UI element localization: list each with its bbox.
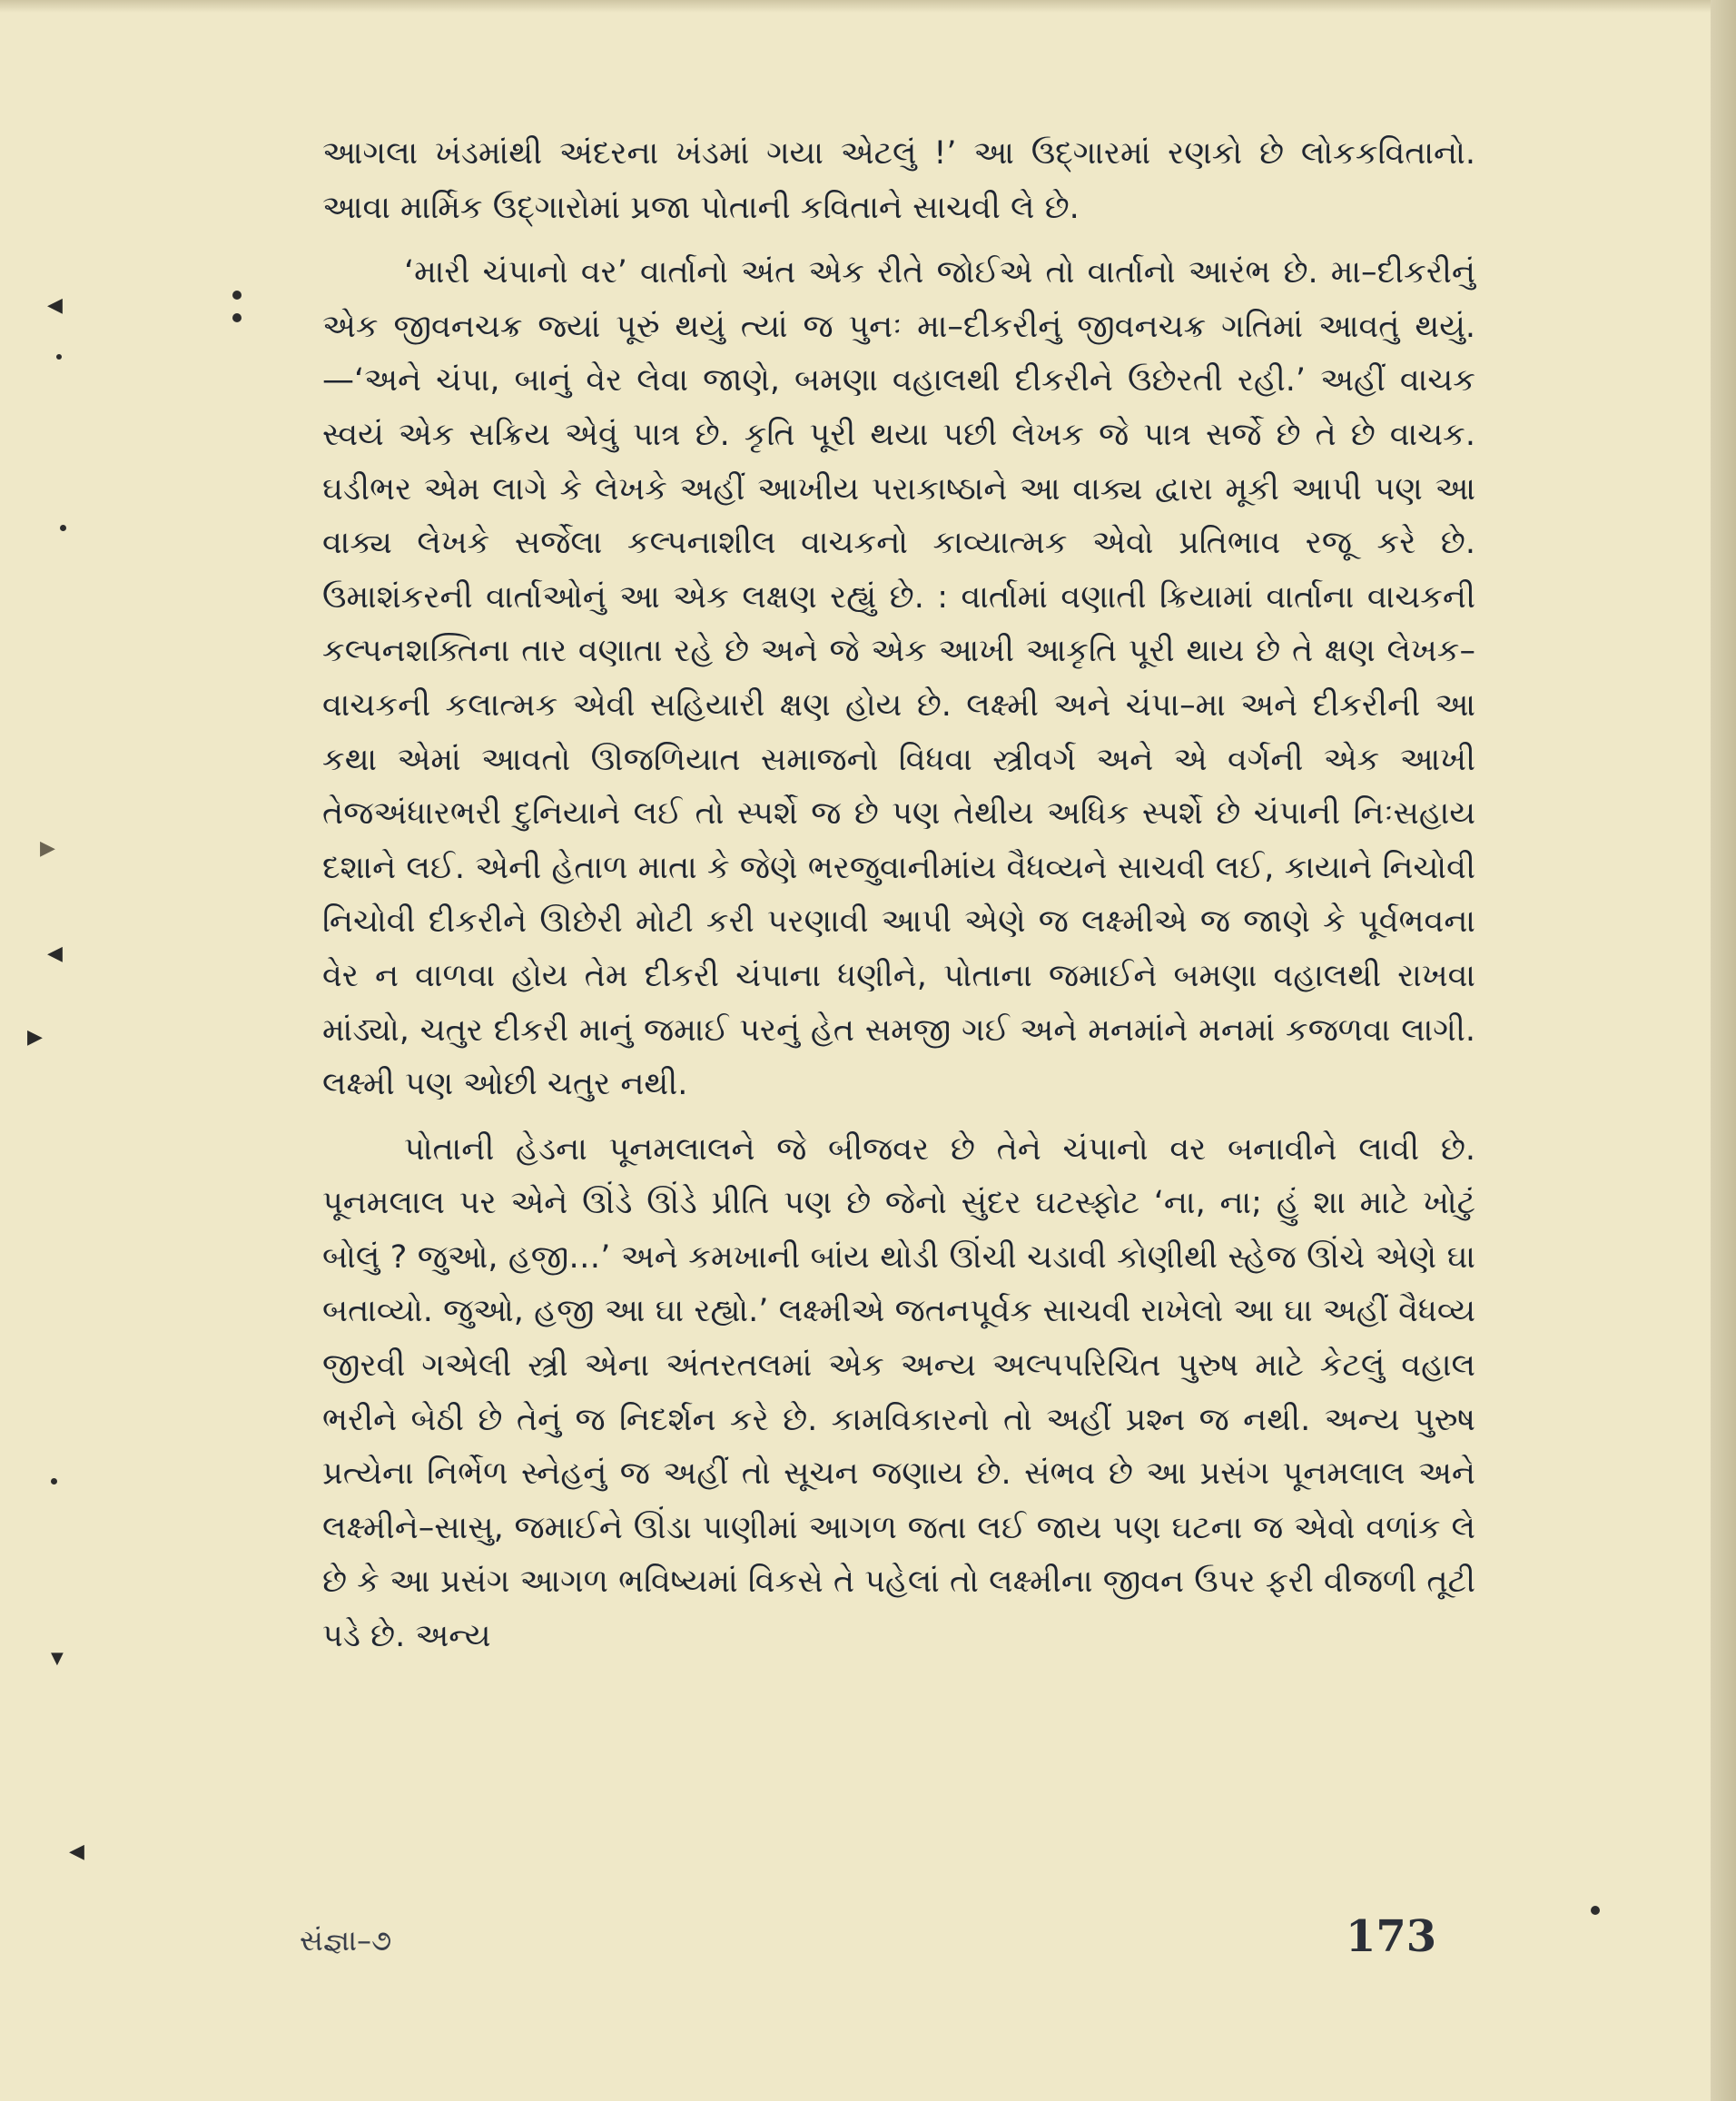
binding-hole-mark: ▶ xyxy=(40,837,55,860)
scan-top-edge xyxy=(0,0,1736,13)
paragraph-1: આગલા ખંડમાંથી અંદરના ખંડમાં ગયા એટલું !’ આ ઉદ્ગારમાં રણકો છે લોકકવિતાનો. આવા માર્મિક ઉદ્ગારોમાં પ્રજા પોતાની કવિતાને સાચવી લે છે. xyxy=(322,135,1475,226)
binding-dot xyxy=(60,525,66,531)
binding-dot xyxy=(232,291,242,300)
binding-hole-mark: ◀ xyxy=(47,942,63,965)
binding-dot xyxy=(232,313,242,322)
binding-hole-mark: ▶ xyxy=(27,1026,43,1049)
page-number: 173 xyxy=(1346,1911,1437,1962)
binding-dot xyxy=(56,354,62,360)
binding-hole-mark: ▼ xyxy=(51,1649,64,1668)
paragraph-2: ‘મારી ચંપાનો વર’ વાર્તાનો અંત એક રીતે જોઈએ તો વાર્તાનો આરંભ છે. મા–દીકરીનું એક જીવનચક્ર જ્યાં પૂરું થયું ત્યાં જ પુનઃ મા–દીકરીનું જીવનચક્ર ગતિમાં આવતું થયું.—‘અને ચંપા, બાનું વેર લેવા જાણે, બમણા વહાલથી દીકરીને ઉછેરતી રહી.’ અહીં વાચક સ્વયં એક સક્રિય એવું પાત્ર છે. કૃતિ પૂરી થયા પછી લેખક જે પાત્ર સર્જે છે તે છે વાચક. ઘડીભર એમ લાગે કે લેખકે અહીં આખીય પરાકાષ્ઠાને આ વાક્ય દ્વારા મૂકી આપી પણ આ વાક્ય લેખકે સર્જેલા કલ્પનાશીલ વાચકનો કાવ્યાત્મક એવો પ્રતિભાવ રજૂ કરે છે. ઉમાશંકરની વાર્તાઓનું આ એક લક્ષણ રહ્યું છે. : વાર્તામાં વણાતી ક્રિયામાં વાર્તાના વાચકની કલ્પનશક્તિના તાર વણાતા રહે છે અને જે એક આખી આકૃતિ પૂરી થાય છે તે ક્ષણ લેખક–વાચકની કલાત્મક એવી સહિયારી ક્ષણ હોય છે. લક્ષ્મી અને ચંપા–મા અને દીકરીની આ કથા એમાં આવતો ઊજળિયાત સમાજનો વિધવા સ્ત્રીવર્ગ અને એ વર્ગની એક આખી તેજઅંધારભરી દુનિયાને લઈ તો સ્પર્શે જ છે પણ તેથીય અધિક સ્પર્શે છે ચંપાની નિઃસહાય દશાને લઈ. એની હેતાળ માતા કે જેણે ભરજુવાનીમાંય વૈધવ્યને સાચવી લઈ, કાયાને નિચોવી નિચોવી દીકરીને ઊછેરી મોટી કરી પરણાવી આપી એણે જ લક્ષ્મીએ જ જાણે કે પૂર્વભવના વેર ન વાળવા હોય તેમ દીકરી ચંપાના ધણીને, પોતાના જમાઈને બમણા વહાલથી રાખવા માંડ્યો, ચતુર દીકરી માનું જમાઈ પરનું હેત સમજી ગઈ અને મનમાંને મનમાં કજળવા લાગી. લક્ષ્મી પણ ઓછી ચતુર નથી. xyxy=(322,254,1475,1103)
binding-hole-mark: ◀ xyxy=(47,294,63,317)
binding-dot xyxy=(51,1478,57,1485)
binding-hole-mark: ◀ xyxy=(69,1840,84,1863)
book-page-text xyxy=(322,127,1475,1961)
scan-right-edge xyxy=(1711,0,1736,2101)
footer-signature: સંજ્ઞા–૭ xyxy=(300,1923,392,1958)
paragraph-3: પોતાની હેડના પૂનમલાલને જે બીજવર છે તેને ચંપાનો વર બનાવીને લાવી છે. પૂનમલાલ પર એને ઊંડે ઊંડે પ્રીતિ પણ છે જેનો સુંદર ઘટસ્ફોટ ‘ના, ના; હું શા માટે ખોટું બોલું ? જુઓ, હજી…’ અને કમખાની બાંય થોડી ઊંચી ચડાવી કોણીથી સ્હેજ ઊંચે એણે ઘા બતાવ્યો. જુઓ, હજી આ ઘા રહ્યો.’ લક્ષ્મીએ જતનપૂર્વક સાચવી રાખેલો આ ઘા અહીં વૈધવ્ય જીરવી ગએલી સ્ત્રી એના અંતરતલમાં એક અન્ય અલ્પપરિચિત પુરુષ માટે કેટલું વહાલ ભરીને બેઠી છે તેનું જ નિદર્શન કરે છે. કામવિકારનો તો અહીં પ્રશ્ન જ નથી. અન્ય પુરુષ પ્રત્યેના નિર્ભેળ સ્નેહનું જ અહીં તો સૂચન જણાય છે. સંભવ છે આ પ્રસંગ પૂનમલાલ અને લક્ષ્મીને–સાસુ, જમાઈને ઊંડા પાણીમાં આગળ જતા લઈ જાય પણ ઘટના જ એવો વળાંક લે છે કે આ પ્રસંગ આગળ ભવિષ્યમાં વિકસે તે પહેલાં તો લક્ષ્મીના જીવન ઉપર ફરી વીજળી તૂટી પડે છે. અન્ય xyxy=(322,1130,1475,1655)
binding-dot xyxy=(1591,1906,1600,1915)
